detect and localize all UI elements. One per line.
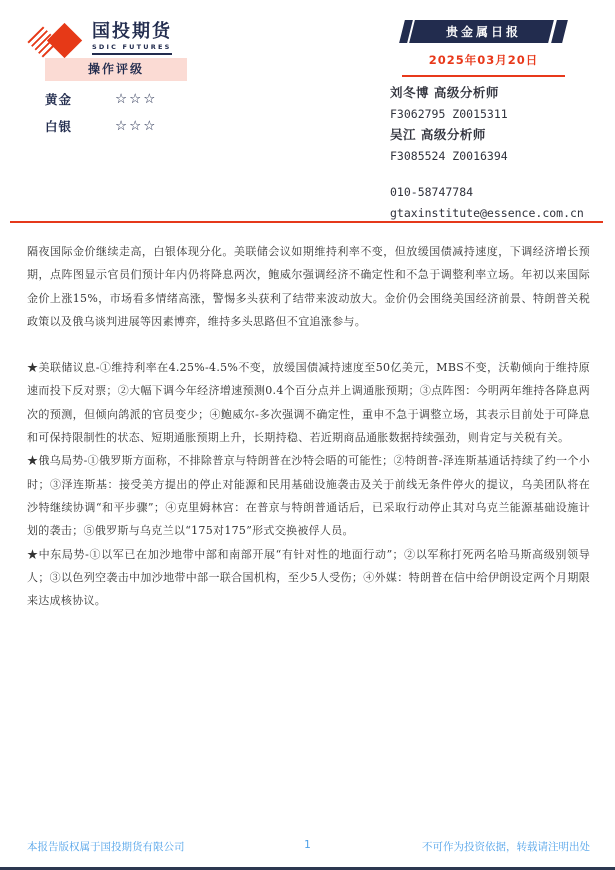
rating-box (45, 58, 187, 135)
analyst-code-1: F3062795 Z0015311 (390, 107, 508, 121)
report-body (27, 240, 590, 612)
report-title-banner (399, 20, 568, 43)
solid-diamond-icon (47, 23, 82, 58)
report-date: 2025年03月20日 (402, 52, 565, 77)
rating-label-silver: 白银 (45, 119, 73, 134)
header-separator-line (10, 221, 603, 223)
paragraph-middle-east: ★中东局势-①以军已在加沙地带中部和南部开展“有针对性的地面行动”；②以军称打死两名哈马斯高级别领导人；③以色列空袭击中加沙地带中部一联合国机构，至少5人受伤；④外媒：特朗普在信中给伊朗设定两个月期限来达成核协议。 (27, 547, 590, 608)
footer-page-number: 1 (304, 839, 311, 851)
rating-row-gold (45, 90, 187, 108)
page-footer (0, 839, 615, 857)
analyst-name-2: 吴江 高级分析师 (390, 127, 486, 142)
analyst-block (390, 82, 605, 224)
company-logo (30, 22, 172, 62)
rating-stars-gold: ☆☆☆ (115, 91, 158, 107)
analyst-code-2: F3085524 Z0016394 (390, 149, 508, 163)
footer-copyright: 本报告版权属于国投期货有限公司 (27, 841, 185, 853)
rating-header: 操作评级 (45, 58, 187, 81)
footer-disclaimer: 不可作为投资依据，转载请注明出处 (422, 841, 590, 853)
paragraph-russia-ukraine: ★俄乌局势-①俄罗斯方面称，不排除普京与特朗普在沙特会晤的可能性；②特朗普-泽连斯基通话持续了约一个小时；③泽连斯基：接受美方提出的停止对能源和民用基础设施袭击及关于前线无条件停火的提议，乌美团队将在沙特继续协调“和平步骤”；④克里姆林宫：在普京与特朗普通话后，已采取行动停止其对乌克兰能源基础设施计划的袭击；⑤俄罗斯与乌克兰以“175对175”形式交换被俘人员。 (27, 454, 590, 538)
spacer (390, 166, 605, 182)
rating-stars-silver: ☆☆☆ (115, 118, 158, 134)
contact-phone: 010-58747784 (390, 185, 474, 199)
red-diamonds-icon (30, 22, 86, 62)
rating-row-silver (45, 117, 187, 135)
paragraph-market-summary: 隔夜国际金价继续走高，白银体现分化。美联储会议如期维持利率不变，但放缓国债减持速度，下调经济增长预期，点阵图显示官员们预计年内仍将降息两次，鲍威尔强调经济不确定性和不急于调整利率立场。年初以来国际金价上涨15%，市场看多情绪高涨，警惕多头获利了结带来波动放大。金价仍会围绕美国经济前景、特朗普关税政策以及俄乌谈判进展等因素博弈，维持多头思路但不宜追涨参与。 (27, 245, 590, 328)
contact-email: gtaxinstitute@essence.com.cn (390, 206, 584, 220)
company-name-en: SDIC FUTURES (92, 43, 172, 55)
paragraph-fed-meeting: ★美联储议息-①维持利率在4.25%-4.5%不变，放缓国债减持速度至50亿美元，MBS不变，沃勒倾向于维持原速而投下反对票；②大幅下调今年经济增速预测0.4个百分点并上调通胀预期；③点阵图：今明两年维持各降息两次的预测，但倾向鸽派的官员变少；④鲍威尔-多次强调不确定性，重申不急于调整立场，其表示目前处于可降息和可保持限制性的状态、短期通胀预期上升，长期持稳、若近期商品通胀数据持续强劲，则肯定与关税有关。 (27, 361, 590, 445)
company-name: 国投期货 (92, 21, 172, 42)
rating-label-gold: 黄金 (45, 92, 73, 107)
report-title: 贵金属日报 (445, 25, 521, 39)
analyst-name-1: 刘冬博 高级分析师 (390, 85, 499, 100)
